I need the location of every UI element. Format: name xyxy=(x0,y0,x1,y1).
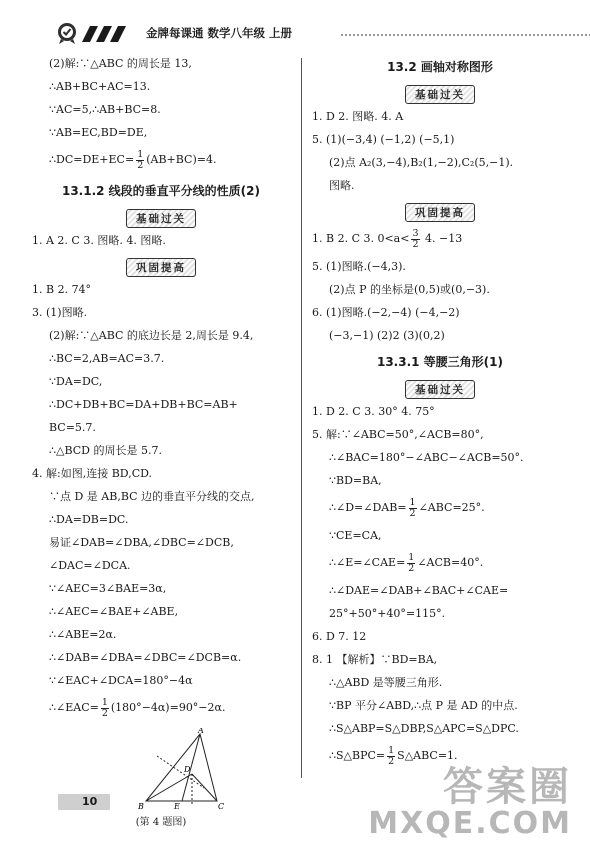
answer-line-fraction: ∴∠D=∠DAB= $\frac{1}{2}$ ∠ABC=25°. xyxy=(329,496,485,519)
answer-line: 8. 1 【解析】∵BD=BA, xyxy=(312,653,438,666)
medal-logo-icon xyxy=(56,22,78,44)
book-title: 金牌每课通 数学八年级 上册 xyxy=(146,26,293,40)
answer-line: 5. 解:∵∠ABC=50°,∠ACB=80°, xyxy=(312,428,484,441)
answer-line: BC=5.7. xyxy=(49,421,96,434)
answer-line: (2)点 A₂(3,−4),B₂(1,−2),C₂(5,−1). xyxy=(329,156,514,169)
answer-line: ∵∠EAC+∠DCA=180°−4α xyxy=(49,674,193,687)
figure-caption: (第 4 题图) xyxy=(135,817,187,828)
answer-line: 易证∠DAB=∠DBA,∠DBC=∠DCB, xyxy=(49,536,234,549)
answer-line: ∴∠DAE=∠DAB+∠BAC+∠CAE= xyxy=(329,584,509,597)
answer-line: ∴BC=2,AB=AC=3.7. xyxy=(49,352,165,365)
watermark-line: 答案圈 xyxy=(443,764,572,810)
header-stripes-icon xyxy=(76,26,136,42)
answer-line: ∵AB=EC,BD=DE, xyxy=(49,126,148,139)
label-A: A xyxy=(198,728,204,735)
column-divider xyxy=(301,58,302,778)
section-heading: 13.2 画轴对称图形 xyxy=(387,60,493,74)
answer-line: (2)点 P 的坐标是(0,5)或(0,−3). xyxy=(329,283,490,296)
fraction: $\frac{1}{2}$ xyxy=(137,148,144,171)
answer-line: ∴S△ABP=S△DBP,S△APC=S△DPC. xyxy=(329,722,519,735)
section-heading: 13.3.1 等腰三角形(1) xyxy=(376,355,503,369)
answer-line: ∴DC+DB+BC=DA+DB+BC=AB+ xyxy=(49,398,238,411)
answer-line: ∴△ABD 是等腰三角形. xyxy=(329,676,443,689)
answer-line: ∴∠AEC=∠BAE+∠ABE, xyxy=(49,605,179,618)
answer-line: ∴∠ABE=2α. xyxy=(49,628,117,641)
fraction: $\frac{1}{2}$ xyxy=(101,696,108,719)
answer-line: 1. D 2. 图略. 4. A xyxy=(312,110,404,123)
fraction: $\frac{1}{2}$ xyxy=(408,551,415,574)
right-column xyxy=(312,56,568,776)
fraction: $\frac{3}{2}$ xyxy=(412,227,419,250)
label-B: B xyxy=(138,802,144,811)
answer-line: 1. A 2. C 3. 图略. 4. 图略. xyxy=(32,234,166,247)
answer-line: 5. (1)(−3,4) (−1,2) (−5,1) xyxy=(312,133,455,146)
answer-line: ∵AC=5,∴AB+BC=8. xyxy=(49,103,161,116)
watermark-line: MXQE.COM xyxy=(368,806,572,841)
answer-line-fraction: 1. B 2. C 3. 0<a< $\frac{3}{2}$ 4. −13 xyxy=(312,227,463,250)
answer-line: ∴△BCD 的周长是 5.7. xyxy=(49,444,162,457)
left-column xyxy=(32,56,290,827)
answer-line: ∴∠BAC=180°−∠ABC−∠ACB=50°. xyxy=(329,451,524,464)
answer-line: (−3,−1) (2)2 (3)(0,2) xyxy=(329,329,445,342)
header-dotted-rule xyxy=(341,34,590,36)
label-E: E xyxy=(174,802,180,811)
answer-line: ∴AB+BC+AC=13. xyxy=(49,80,151,93)
answer-line: ∵点 D 是 AB,BC 边的垂直平分线的交点, xyxy=(49,490,255,503)
label-D: D xyxy=(184,765,191,774)
answer-line: 图略. xyxy=(329,179,355,192)
answer-line: ∵BP 平分∠ABD,∴点 P 是 AD 的中点. xyxy=(329,699,518,712)
answer-line: (2)解:∵△ABC 的底边长是 2,周长是 9.4, xyxy=(49,329,254,342)
answer-line: ∴DA=DB=DC. xyxy=(49,513,129,526)
answer-line: 6. D 7. 12 xyxy=(312,630,367,643)
page-header xyxy=(56,22,556,46)
answer-line: 6. (1)图略.(−2,−4) (−4,−2) xyxy=(312,306,460,319)
badge-basic: 基础过关 xyxy=(405,380,475,399)
answer-line: (2)解:∵△ABC 的周长是 13, xyxy=(49,57,192,70)
answer-line: 1. B 2. 74° xyxy=(32,283,92,296)
answer-line-fraction: ∴∠EAC= $\frac{1}{2}$ (180°−4α)=90°−2α. xyxy=(49,696,226,719)
answer-line: ∠DAC=∠DCA. xyxy=(49,559,131,572)
answer-line: ∵CE=CA, xyxy=(329,529,382,542)
answer-line-fraction: ∴S△BPC= $\frac{1}{2}$ S△ABC=1. xyxy=(329,744,458,767)
page-number: 10 xyxy=(58,794,110,810)
badge-basic: 基础过关 xyxy=(405,85,475,104)
answer-line: ∵∠AEC=3∠BAE=3α, xyxy=(49,582,167,595)
answer-line: 1. D 2. C 3. 30° 4. 75° xyxy=(312,405,435,418)
answer-line: 4. 解:如图,连接 BD,CD. xyxy=(32,467,153,480)
answer-line: ∴∠DAB=∠DBA=∠DBC=∠DCB=α. xyxy=(49,651,242,664)
answer-line: 25°+50°+40°=115°. xyxy=(329,607,446,620)
fraction: $\frac{1}{2}$ xyxy=(409,496,416,519)
answer-line-fraction: ∴DC=DE+EC= $\frac{1}{2}$ (AB+BC)=4. xyxy=(49,148,217,171)
watermark xyxy=(368,766,572,840)
section-heading: 13.1.2 线段的垂直平分线的性质(2) xyxy=(61,184,260,198)
fraction: $\frac{1}{2}$ xyxy=(388,744,395,767)
answer-line: ∵DA=DC, xyxy=(49,375,103,388)
label-C: C xyxy=(218,802,225,811)
badge-consolidate: 巩固提高 xyxy=(405,203,475,222)
answer-line: 5. (1)图略.(−4,3). xyxy=(312,260,406,273)
badge-basic: 基础过关 xyxy=(126,209,196,228)
answer-line: ∵BD=BA, xyxy=(329,474,382,487)
badge-consolidate: 巩固提高 xyxy=(126,258,196,277)
answer-line: 3. (1)图略. xyxy=(32,306,88,319)
answer-line-fraction: ∴∠E=∠CAE= $\frac{1}{2}$ ∠ACB=40°. xyxy=(329,551,484,574)
